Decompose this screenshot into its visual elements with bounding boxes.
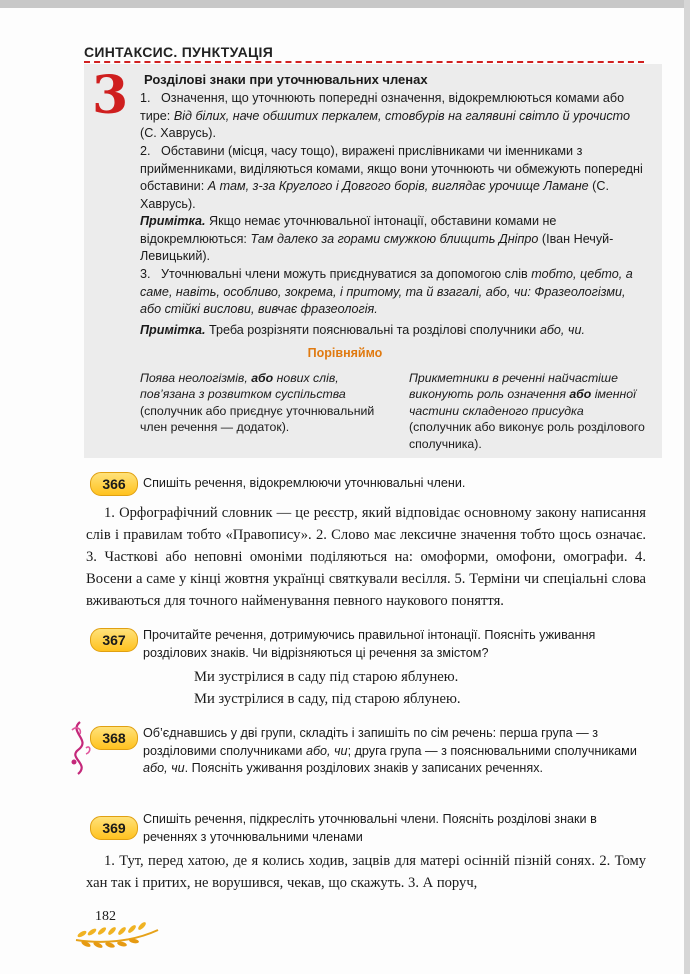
- compare-right: Прикметники в реченні найчастіше виконують роль означення або іменної частини складеного присудка (сполучник або виконує роль розділового сполучника).: [409, 371, 645, 451]
- top-edge: [0, 0, 690, 8]
- exercise-badge-368: 368: [90, 726, 138, 750]
- exercise-badge-369: 369: [90, 816, 138, 840]
- header-divider: [84, 61, 644, 63]
- page-number: 182: [95, 909, 116, 924]
- group-work-flourish-icon: [66, 718, 94, 778]
- exercise-367-line-2: Ми зустрілися в саду, під старою яблунею.: [194, 691, 461, 707]
- exercise-367-task: Прочитайте речення, дотримуючись правильної інтонації. Поясніть уживання розділових знаків. Чи відрізняються ці речення за змістом?: [143, 628, 596, 660]
- rule-title: Розділові знаки при уточнювальних членах: [144, 72, 428, 87]
- rule-item-2: 2. Обставини (місця, часу тощо), виражені прислівниками чи іменниками з прийменниками, виділяються комами, якщо вони уточнюють чи обмежують попередні обставини: А там, з-за Круглого і Довгого борів, виглядає урочище Ламане (С. Хаврусь).: [140, 144, 643, 211]
- exercise-badge-367: 367: [90, 628, 138, 652]
- wheat-ornament-icon: [72, 900, 162, 950]
- rule-item-3: 3. Уточнювальні члени можуть приєднуватися за допомогою слів тобто, цебто, а саме, навіть, особливо, зокрема, і притому, та й взагалі, або, чи: Фразеологізми, або стійкі вислови, вивчає фразеологія.: [140, 267, 633, 316]
- right-edge: [684, 0, 690, 974]
- exercise-366-text: 1. Орфографічний словник — це реєстр, який відповідає основному закону написання слів і правилам тобто «Правопису». 2. Слово має лексичне значення тобто щось означає. 3. Часткові або неповні омоніми поділяються на: омоформи, омофони, омографи. 4. Восени а саме у кінці жовтня українці святкували весілля. 5. Терміни чи спеціальні слова вживаються для точного найменування певного наукового поняття.: [86, 505, 646, 609]
- exercise-369-text: 1. Тут, перед хатою, де я колись ходив, зацвів для матері осінній пізній сонях. 2. Тому хан так і притих, не ворушився, чекав, що скажуть. 3. А поруч,: [86, 853, 646, 891]
- compare-left: Поява неологізмів, або нових слів, пов’язана з розвитком суспільства (сполучник або приєднує уточнювальний член речення — додаток).: [140, 371, 375, 435]
- exercise-368-task: Об’єднавшись у дві групи, складіть і запишіть по сім речень: перша група — з розділовими сполучниками або, чи; друга група — з пояснювальними сполучниками або, чи. Поясніть уживання розділових знаків у записаних реченнях.: [143, 726, 637, 775]
- rule-item-1: 1. Означення, що уточнюють попередні означення, відокремлюються комами або тире: Від білих, наче обшитих перкалем, стовбурів на галявині світло й урочисто (С. Хаврусь).: [140, 91, 631, 140]
- exercise-366-task: Спишіть речення, відокремлюючи уточнювальні члени.: [143, 476, 466, 490]
- compare-title: Порівняймо: [307, 346, 383, 360]
- exercise-badge-366: 366: [90, 472, 138, 496]
- rule-note-2: Примітка. Треба розрізняти пояснювальні та розділові сполучники або, чи.: [140, 323, 585, 337]
- section-header: СИНТАКСИС. ПУНКТУАЦІЯ: [84, 44, 274, 60]
- section-number: 3: [92, 65, 129, 126]
- exercise-367-line-1: Ми зустрілися в саду під старою яблунею.: [194, 669, 459, 685]
- rule-note-1: Примітка. Якщо немає уточнювальної інтонації, обставини комами не відокремлюються: Там далеко за горами смужкою блищить Дніпро (Іван Нечуй-Левицький).: [140, 214, 614, 263]
- exercise-369-task: Спишіть речення, підкресліть уточнювальні члени. Поясніть розділові знаки в реченнях з уточнювальними членами: [143, 812, 597, 844]
